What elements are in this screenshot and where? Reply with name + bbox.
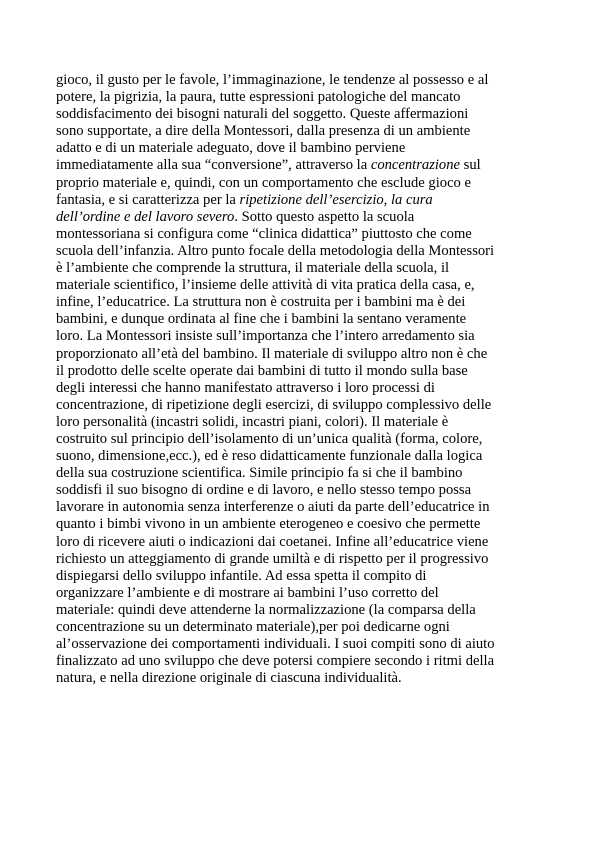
text-line — [56, 209, 546, 226]
text-line — [56, 89, 546, 106]
text-line — [56, 602, 546, 619]
text-segment: proporzionato all’età del bambino. Il materiale di sviluppo altro non è che — [56, 345, 488, 362]
text-line — [56, 397, 546, 414]
text-line — [56, 585, 546, 602]
text-line — [56, 72, 546, 89]
text-segment: immediatamente alla sua “conversione”, attraverso la — [56, 157, 371, 174]
text-segment: concentrazione su un determinato materiale),per poi dedicarne ogni — [56, 619, 450, 635]
text-line — [56, 157, 546, 174]
text-line — [56, 414, 546, 431]
text-segment: dispiegarsi dello sviluppo infantile. Ad essa spetta il compito di — [56, 567, 427, 584]
text-line — [56, 516, 546, 533]
text-segment: suono, dimensione,ecc.), ed è reso didatticamente funzionale dalla logica — [56, 448, 483, 465]
text-segment: della sua costruzione scientifica. Simile principio fa si che il bambino — [56, 465, 463, 482]
text-segment: finalizzato ad uno sviluppo che deve potersi compiere secondo i ritmi della — [56, 653, 495, 670]
text-line — [56, 653, 546, 670]
text-segment: degli interessi che hanno manifestato attraverso i loro processi di — [56, 379, 435, 396]
text-line — [56, 636, 546, 653]
text-line — [56, 123, 546, 140]
text-line — [56, 670, 546, 687]
text-line — [56, 465, 546, 482]
text-line — [56, 106, 546, 123]
text-line — [56, 175, 546, 192]
text-line — [56, 551, 546, 568]
italic-text-segment: ripetizione dell’esercizio, la cura — [239, 191, 433, 208]
text-segment: sono supportate, a dire della Montessori, dalla presenza di un ambiente — [56, 123, 471, 140]
text-line — [56, 534, 546, 551]
text-line — [56, 277, 546, 294]
italic-text-segment: dell’ordine e del lavoro severo — [56, 208, 235, 225]
text-line — [56, 380, 546, 397]
text-segment: fantasia, e si caratterizza per la — [56, 191, 240, 208]
italic-text-segment: concentrazione — [370, 157, 461, 174]
text-line — [56, 294, 546, 311]
text-segment: soddisfi il suo bisogno di ordine e di lavoro, e nello stesso tempo possa — [56, 482, 472, 499]
text-segment: proprio materiale e, quindi, con un comportamento che esclude gioco e — [56, 174, 471, 191]
text-line — [56, 482, 546, 499]
text-line — [56, 243, 546, 260]
text-segment: potere, la pigrizia, la paura, tutte espressioni patologiche del mancato — [56, 89, 461, 106]
text-segment: adatto e di un materiale adeguato, dove il bambino perviene — [56, 140, 406, 157]
text-line — [56, 311, 546, 328]
text-segment: montessoriana si configura come “clinica didattica” piuttosto che come — [56, 225, 472, 242]
text-segment: infine, l’educatrice. La struttura non è costruita per i bambini ma è dei — [56, 294, 466, 311]
text-segment: loro di ricevere aiuti o indicazioni dai coetanei. Infine all’educatrice viene — [56, 533, 489, 550]
text-line — [56, 328, 546, 345]
text-line — [56, 192, 546, 209]
text-segment: soddisfacimento dei bisogni naturali del soggetto. Queste affermazioni — [56, 106, 469, 123]
text-segment: lavorare in autonomia senza interferenze o aiuti da parte dell’educatrice in — [56, 499, 490, 516]
text-segment: . Sotto questo aspetto la scuola — [234, 208, 415, 225]
text-line — [56, 260, 546, 277]
text-segment: costruito sul principio dell’isolamento di un’unica qualità (forma, colore, — [56, 430, 483, 447]
body-text — [56, 72, 546, 687]
text-segment: al’osservazione dei comportamenti individuali. I suoi compiti sono di aiuto — [56, 636, 495, 653]
text-segment: sul — [460, 157, 481, 174]
text-segment: materiale scientifico, l’insieme delle attività di vita pratica della casa, e, — [56, 277, 475, 294]
text-segment: il prodotto delle scelte operate dai bambini di tutto il mondo sulla base — [56, 362, 468, 379]
text-line — [56, 431, 546, 448]
text-line — [56, 619, 546, 636]
text-segment: loro personalità (incastri solidi, incastri piani, colori). Il materiale è — [56, 413, 449, 430]
text-segment: bambini, e dunque ordinata al fine che i bambini la sentano veramente — [56, 311, 467, 328]
text-line — [56, 448, 546, 465]
text-line — [56, 568, 546, 585]
text-segment: quanto i bimbi vivono in un ambiente eterogeneo e coesivo che permette — [56, 516, 481, 533]
text-segment: materiale: quindi deve attenderne la normalizzazione (la comparsa della — [56, 601, 476, 618]
text-line — [56, 226, 546, 243]
text-segment: richiesto un atteggiamento di grande umiltà e di rispetto per il progressivo — [56, 550, 489, 567]
text-segment: scuola dell’infanzia. Altro punto focale della metodologia della Montessori — [56, 242, 495, 259]
text-line — [56, 140, 546, 157]
text-line — [56, 346, 546, 363]
text-segment: loro. La Montessori insiste sull’importanza che l’intero arredamento sia — [56, 328, 475, 345]
text-segment: concentrazione, di ripetizione degli esercizi, di sviluppo complessivo delle — [56, 396, 492, 413]
text-segment: gioco, il gusto per le favole, l’immaginazione, le tendenze al possesso e al — [56, 72, 489, 88]
text-line — [56, 363, 546, 380]
text-segment: organizzare l’ambiente e di mostrare ai bambini l’uso corretto del — [56, 584, 439, 601]
text-segment: è l’ambiente che comprende la struttura, il materiale della scuola, il — [56, 260, 450, 277]
text-segment: natura, e nella direzione originale di ciascuna individualità. — [56, 670, 402, 687]
text-line — [56, 499, 546, 516]
